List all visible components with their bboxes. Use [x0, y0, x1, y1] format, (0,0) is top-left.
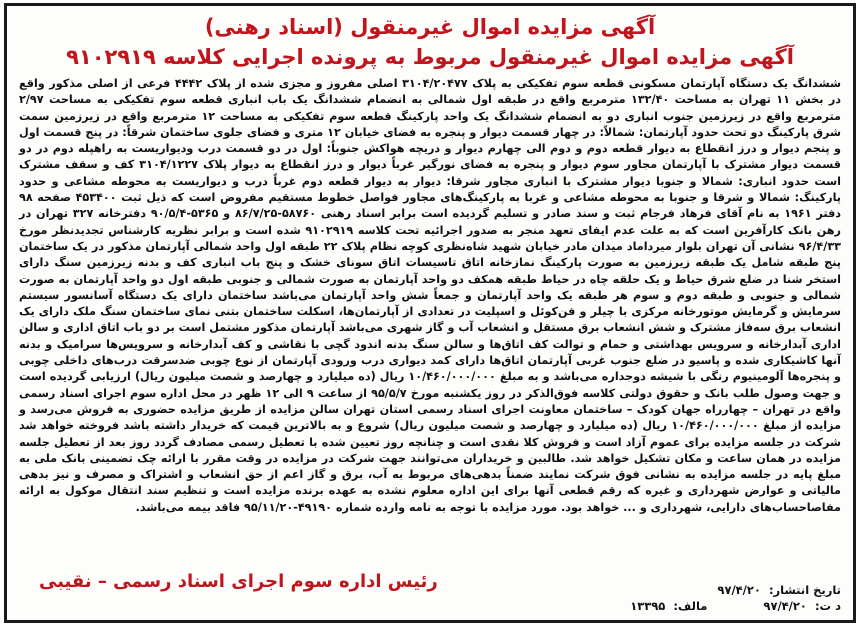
publication-date-value: ۹۷/۴/۲۰	[717, 583, 761, 597]
footer-code-label: مالف:	[673, 599, 708, 613]
publication-date-label: تاریخ انتشار:	[768, 583, 841, 597]
footer-row	[626, 598, 841, 614]
notice-title: آگهی مزایده اموال غیرمنقول (اسناد رهنی)	[204, 15, 656, 39]
notice-body: ششدانگ یک دستگاه آپارتمان مسکونی قطعه سوم تفکیکی به پلاک ۳۱۰۴/۲۰۴۷۷ اصلی مفروز و مجزی شده از پلاک ۴۴۴۲ فرعی از اصلی مذکور واقع در بخش ۱۱ تهران به مساحت ۱۳۲/۴۰ مترمربع واقع در طبقه اول شمالی به انضمام ششدانگ یک باب انباری قطعه سوم تفکیکی به مساحت ۲/۹۷ مترمربع واقع در زیرزمین جنوب انباری دو به انضمام ششدانگ یک واحد پارکینگ قطعه سوم تفکیکی به مساحت ۱۲ مترمربع واقع در زیرزمین سمت شرق پارکینگ دو تحت حدود آپارتمان: شمالاً: در چهار قسمت دیوار و پنجره به فضای خیابان ۱۲ متری و فضای جلوی ساختمان شرقاً: در پنج قسمت اول و پنجم دیوار و درز انقطاع به دیوار قطعه دوم و دوم الی چهارم دیوار و دریچه هواکش جنوباً: اول در دو قسمت درب ودیواریست به راهپله دوم در دو قسمت دیوار مشترک با آپارتمان مجاور سوم دیوار و پنجره به فضای نورگیر غرباً دیوار و درز انقطاع به دیوار پلاک ۳۱۰۴/۱۲۲۷ کف و سقف مشترک است حدود انباری: شمالا و جنوبا دیوار مشترک با انباری مجاور شرقا: دیوار به دیوار قطعه دوم غرباً درب و دیواریست به محوطه مشاعی و حدود پارکینگ: شمالا و شرقا و جنوبا به محوطه مشاعی و غربا به پارکینگ‌های مجاور فواصل خطوط مستقیم مفروض است که ذیل ثبت ۴۵۳۴۰۰ صفحه ۹۸ دفتر ۱۹۶۱ به نام آقای فرهاد فرجام ثبت و سند صادر و تسلیم گردیده است برابر اسناد رهنی ۵۸۷۶۰-۸۶/۷/۲۵ و ۵۳۶۵-۹۰/۵/۴ دفترخانه ۳۲۷ تهران در رهن بانک کارآفرین است که به علت عدم ایفای تعهد منجر به صدور اجرائیه تحت کلاسه ۹۱۰۲۹۱۹ شده است و برابر نظریه کارشناس تجدیدنظر مورخ ۹۶/۴/۳۳ نشانی آن تهران بلوار میرداماد میدان مادر خیابان شهید شاه‌نظری کوچه نظام پلاک ۲۲ طبقه اول واحد شمالی آپارتمان مذکور در یک ساختمان پنج طبقه شامل یک طبقه زیرزمین به صورت پارکینگ نمازخانه اتاق تاسیسات اتاق سونای خشک و پنج باب انباری کف و بدنه زیرزمین سنگ دارای استخر شنا در ضلع شرق حیاط و یک حلقه چاه در حیاط طبقه همکف دو واحد آپارتمان به صورت شمالی و جنوبی طبقه اول دو واحد آپارتمان به صورت شمالی و جنوبی و طبقه دوم و سوم هر طبقه یک واحد آپارتمان و جمعاً شش واحد آپارتمان می‌باشد ساختمان دارای یک دستگاه آسانسور سیستم سرمایش و گرمایش موتورخانه مرکزی با چیلر و فن‌کوئل و اسپلیت در تعدادی از آپارتمان‌ها، اسکلت ساختمان بتنی نمای ساختمان سنگ ملک دارای یک انشعاب برق سه‌فاز مشترک و شش انشعاب برق مستقل و انشعاب آب و گاز شهری می‌باشد آپارتمان مذکور مشتمل است بر دو باب اتاق اداری و سالن اداری آبدارخانه و سرویس بهداشتی و حمام و توالت کف اتاق‌ها و سالن سنگ بدنه اندود گچی با نقاشی و کف آبدارخانه و سرویس‌ها سرامیک و بدنه آنها کاشیکاری شده و پاسیو در ضلع جنوب غربی آپارتمان اتاق‌ها دارای کمد دیواری درب ورودی آپارتمان از نوع چوبی ضدسرقت درب‌های داخلی چوبی و پنجره‌ها آلومینیوم رنگی با شیشه دوجداره می‌باشد و به مبلغ ۱۰/۴۶۰/۰۰۰/۰۰۰ ریال (ده میلیارد و چهارصد و شصت میلیون ریال) ارزیابی گردیده است و جهت وصول طلب بانک و حقوق دولتی کلاسه فوق‌الذکر در روز یکشنبه مورخ ۹۵/۵/۷ از ساعت ۹ الی ۱۲ ظهر در محل اداره سوم اجرای اسناد رسمی واقع در تهران – چهارراه جهان کودک – ساختمان معاونت اجرای اسناد رسمی استان تهران سالن مزایده از طریق مزایده حضوری به فروش می‌رسد و مزایده از مبلغ ۱۰/۴۶۰/۰۰۰/۰۰۰ ریال (ده میلیارد و چهارصد و شصت میلیون ریال) شروع و به بالاترین قیمت که خریدار داشته باشد فروخته خواهد شد شرکت در جلسه مزایده برای عموم آزاد است و فروش کلا نقدی است و چنانچه روز تعیین شده با تعطیل رسمی مصادف گردد روز بعد از تعطیل جلسه مزایده در همان ساعت و مکان تشکیل خواهد شد. طالبین و خریداران می‌توانند جهت شرکت در مزایده در وقت مقرر با ارائه چک تضمینی بانک ملی به مبلغ پایه در جلسه مزایده به نشانی فوق شرکت نمایند ضمناً بدهی‌های مربوط به آب، برق و گاز اعم از حق انشعاب و اشتراک و مصرف و نیز بدهی مالیاتی و عوارض شهرداری و غیره که رقم قطعی آنها برای این اداره معلوم نشده به عهده برنده مزایده است و تنظیم سند انتقال موکول به ارائه مفاصاحساب‌های دارایی، شهرداری و ... خواهد بود. مورد مزایده با توجه به نامه وارده شماره ۴۹۱۹۰-۹۵/۱۱/۲۰ فاقد بیمه می‌باشد.	[19, 77, 842, 514]
footer-date-label: د ت:	[814, 599, 841, 613]
auction-notice	[4, 3, 856, 623]
notice-footer	[19, 558, 841, 614]
footer-code-value: ۱۳۳۹۵	[630, 599, 666, 613]
publication-date-row	[626, 582, 841, 598]
signature: رئیس اداره سوم اجرای اسناد رسمی – نقیبی	[39, 571, 438, 592]
notice-subtitle: آگهی مزایده اموال غیرمنقول مربوط به پرونده اجرایی کلاسه ۹۱۰۲۹۱۹	[66, 45, 794, 69]
publication-meta	[626, 582, 841, 614]
footer-date-value: ۹۷/۴/۲۰	[763, 599, 807, 613]
